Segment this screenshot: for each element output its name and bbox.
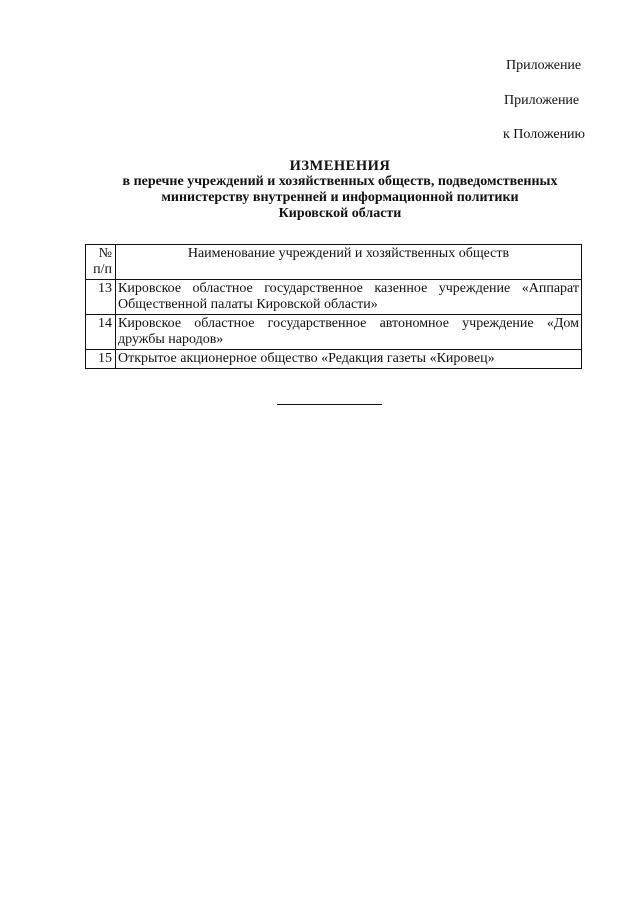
column-header-name: Наименование учреждений и хозяйственных обществ [116,245,582,280]
institutions-table [85,244,582,369]
title-line: Кировской области [278,206,402,221]
annex-reference: к Положению [503,127,586,142]
row-name: Кировское областное государственное автономное учреждение «Дом дружбы народов» [116,315,582,350]
row-name: Кировское областное государственное казенное учреждение «Аппарат Общественной палаты Кировской области» [116,280,582,315]
table-row [86,280,582,315]
document-title [60,158,620,222]
table-header-row [86,245,582,280]
closing-divider [277,404,382,405]
annex-label: Приложение [504,93,580,108]
row-name: Открытое акционерное общество «Редакция газеты «Кировец» [116,350,582,369]
table-row [86,315,582,350]
row-number: 14 [86,315,116,350]
row-number: 15 [86,350,116,369]
annex-label: Приложение [506,58,582,73]
column-header-number-abbr: п/п [93,262,112,277]
table-row [86,350,582,369]
column-header-number-symbol: № [98,246,112,261]
row-number: 13 [86,280,116,315]
column-header-number [86,245,116,280]
title-line: в перечне учреждений и хозяйственных обществ, подведомственных [122,174,558,189]
title-heading: ИЗМЕНЕНИЯ [289,158,391,174]
title-line: министерству внутренней и информационной политики [161,190,519,205]
